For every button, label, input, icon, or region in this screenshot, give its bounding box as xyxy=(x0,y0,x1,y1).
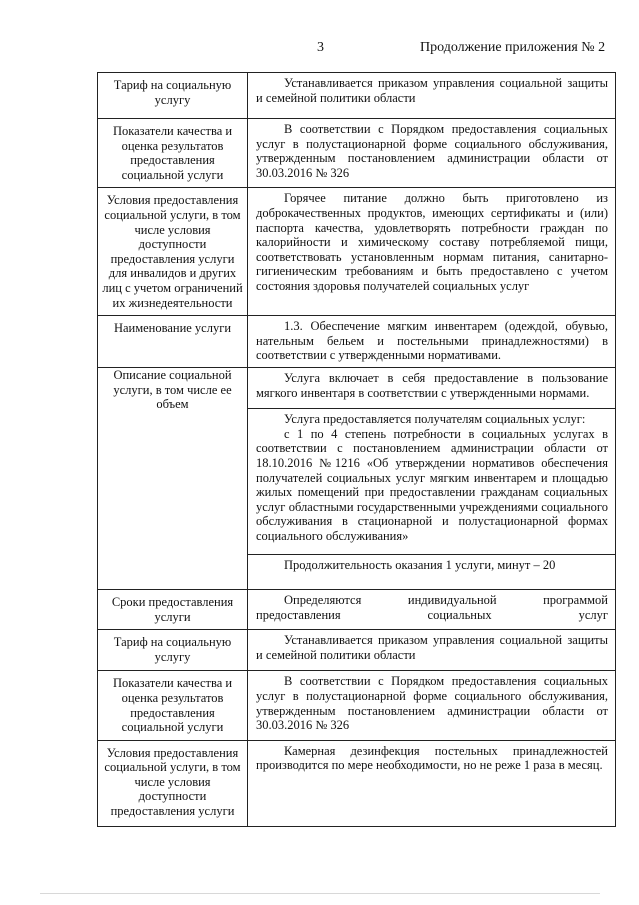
row-value-quality: В соответствии с Порядком предоставления социальных услуг в полустационарной форме социального обслуживания, утвержденным постановлением администрации области от 30.03.2016 № 326 xyxy=(248,119,616,188)
table-row xyxy=(98,671,616,740)
page-number: 3 xyxy=(317,40,324,55)
row-value-service-name: 1.3. Обеспечение мягким инвентарем (одеждой, обувью, нательным бельем и постельными принадлежностями) в соответствии с утвержденными нормативами. xyxy=(248,316,616,368)
row-label-conditions: Условия предоставления социальной услуги, в том числе условия доступности предоставления услуги для инвалидов и других лиц с учетом ограничений их жизнедеятельности xyxy=(98,188,248,316)
row-value-terms: Определяются индивидуальной программой предоставления социальных услуг xyxy=(248,590,616,630)
row-value-conditions: Камерная дезинфекция постельных принадлежностей производится по мере необходимости, но не реже 1 раза в месяц. xyxy=(248,740,616,826)
description-part-1: Услуга включает в себя предоставление в пользование мягкого инвентаря в соответствии с утвержденными нормами. xyxy=(248,368,616,409)
table-row xyxy=(98,73,616,119)
description-part-3: Продолжительность оказания 1 услуги, минут – 20 xyxy=(248,555,616,590)
row-label-tariff: Тариф на социальную услугу xyxy=(98,73,248,119)
table-row xyxy=(98,119,616,188)
service-table xyxy=(97,72,616,827)
table-row xyxy=(98,740,616,826)
row-label-terms: Сроки предоставления услуги xyxy=(98,590,248,630)
row-label-tariff: Тариф на социальную услугу xyxy=(98,630,248,671)
row-label-conditions: Условия предоставления социальной услуги, в том числе условия доступности предоставления услуги xyxy=(98,740,248,826)
continuation-header: Продолжение приложения № 2 xyxy=(420,40,606,55)
table-row xyxy=(98,316,616,368)
table-row xyxy=(98,630,616,671)
row-value-tariff: Устанавливается приказом управления социальной защиты и семейной политики области xyxy=(248,630,616,671)
scan-edge-line xyxy=(40,893,600,894)
row-value-quality: В соответствии с Порядком предоставления социальных услуг в полустационарной форме социального обслуживания, утвержденным постановлением администрации области от 30.03.2016 № 326 xyxy=(248,671,616,740)
row-label-service-name: Наименование услуги xyxy=(98,316,248,368)
row-label-quality: Показатели качества и оценка результатов предоставления социальной услуги xyxy=(98,671,248,740)
description-part-2: Услуга предоставляется получателям социальных услуг: с 1 по 4 степень потребности в социальных услугах в соответствии с постановлением администрации области от 18.10.2016 №1216 «Об утверждении нормативов обеспечения получателей социальных услуг мягким инвентарем и площадью жилых помещений при предоставлении гражданам социальных услуг областными государственными учреждениями социального обслуживания в стационарной и полустационарной формах социального обслуживания» xyxy=(248,409,616,555)
table-row xyxy=(98,188,616,316)
row-value-conditions: Горячее питание должно быть приготовлено из доброкачественных продуктов, имеющих сертификаты и (или) паспорта качества, удовлетворять потребности граждан по калорийности и химическому составу потребляемой пищи, соответствовать установленным нормам питания, санитарно-гигиеническим требованиям и быть предоставлено с учетом состояния здоровья получателей социальных услуг xyxy=(248,188,616,316)
table-row xyxy=(98,368,616,409)
row-value-tariff: Устанавливается приказом управления социальной защиты и семейной политики области xyxy=(248,73,616,119)
row-label-quality: Показатели качества и оценка результатов предоставления социальной услуги xyxy=(98,119,248,188)
row-label-description: Описание социальной услуги, в том числе ее объем xyxy=(98,368,248,590)
table-row xyxy=(98,590,616,630)
